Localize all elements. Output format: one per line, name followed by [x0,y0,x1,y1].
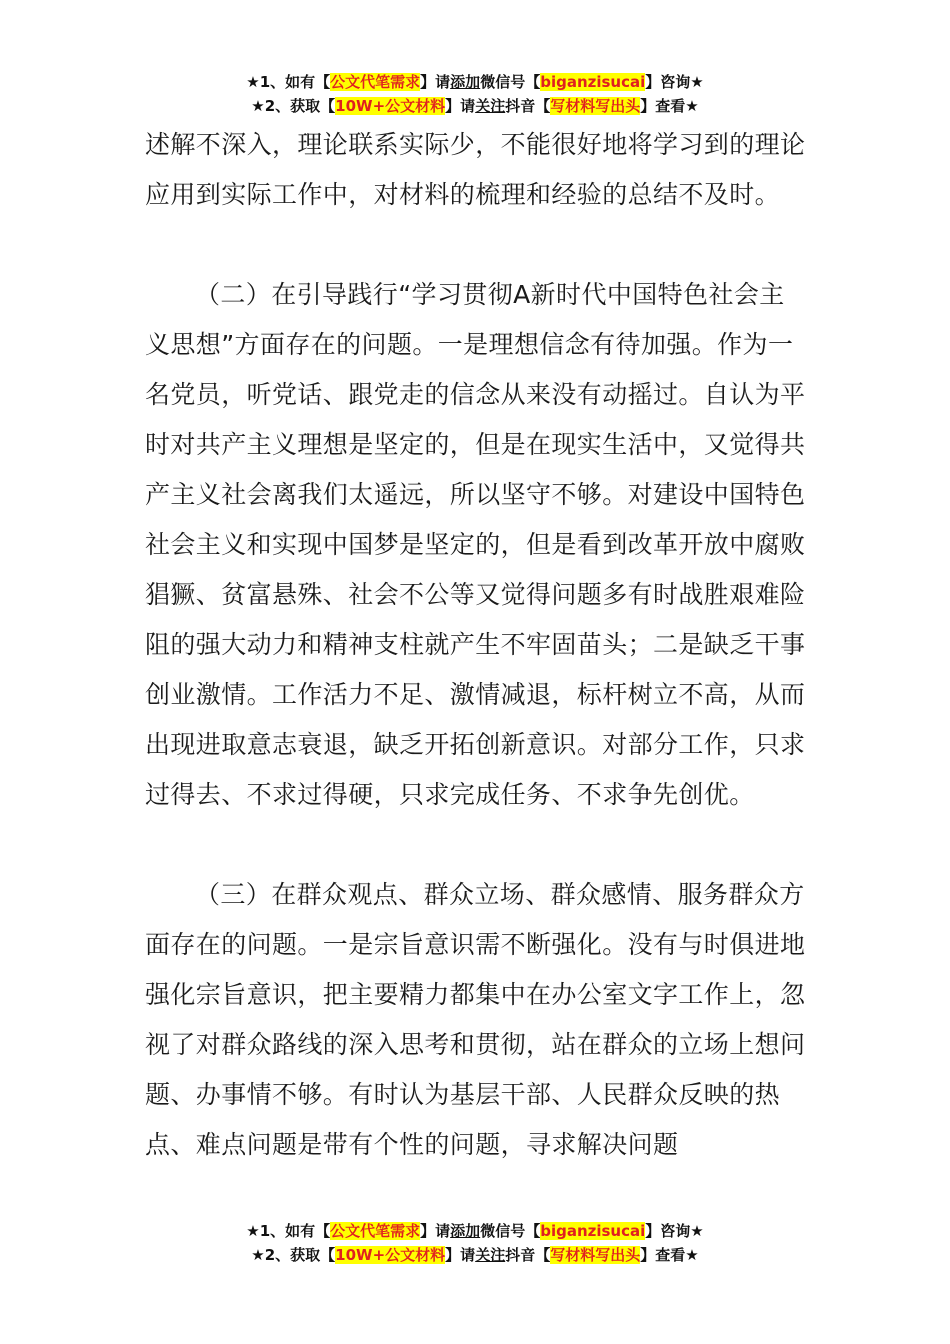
star-icon: ★ [690,1222,704,1240]
star-icon: ★ [690,73,704,91]
footer-banner [0,1219,950,1267]
banner-line-2: ★2、获取【10W+公文材料】请关注抖音【写材料写出头】查看★ [251,1246,699,1264]
highlight-wechat-id: biganzisucai [540,73,646,91]
highlight-douyin: 写材料写出头 [550,97,641,115]
highlight-materials: 10W+公文材料 [335,1246,446,1264]
paragraph-continued: 述解不深入，理论联系实际少，不能很好地将学习到的理论应用到实际工作中，对材料的梳理和经验的总结不及时。 [145,130,806,209]
banner-line-1: ★1、如有【公文代笔需求】请添加微信号【biganzisucai】咨询★ [246,73,704,91]
star-icon: ★ [251,97,265,115]
document-body [145,120,810,1170]
highlight-service: 公文代笔需求 [330,1222,421,1240]
highlight-wechat-id: biganzisucai [540,1222,646,1240]
banner-line-2: ★2、获取【10W+公文材料】请关注抖音【写材料写出头】查看★ [251,97,699,115]
highlight-douyin: 写材料写出头 [550,1246,641,1264]
star-icon: ★ [246,73,260,91]
star-icon: ★ [246,1222,260,1240]
star-icon: ★ [685,97,699,115]
banner-line-1: ★1、如有【公文代笔需求】请添加微信号【biganzisucai】咨询★ [246,1222,704,1240]
highlight-materials: 10W+公文材料 [335,97,446,115]
paragraph-section-3: （三）在群众观点、群众立场、群众感情、服务群众方面存在的问题。一是宗旨意识需不断强化。没有与时俱进地强化宗旨意识，把主要精力都集中在办公室文字工作上，忽视了对群众路线的深入思考和贯彻，站在群众的立场上想问题、办事情不够。有时认为基层干部、人民群众反映的热点、难点问题是带有个性的问题，寻求解决问题 [145,880,806,1159]
star-icon: ★ [685,1246,699,1264]
highlight-service: 公文代笔需求 [330,73,421,91]
header-banner [0,70,950,118]
star-icon: ★ [251,1246,265,1264]
paragraph-section-2: （二）在引导践行“学习贯彻A新时代中国特色社会主义思想”方面存在的问题。一是理想信念有待加强。作为一名党员，听党话、跟党走的信念从来没有动摇过。自认为平时对共产主义理想是坚定的，但是在现实生活中，又觉得共产主义社会离我们太遥远，所以坚守不够。对建设中国特色社会主义和实现中国梦是坚定的，但是看到改革开放中腐败猖獗、贫富悬殊、社会不公等又觉得问题多有时战胜艰难险阻的强大动力和精神支柱就产生不牢固苗头；二是缺乏干事创业激情。工作活力不足、激情减退，标杆树立不高，从而出现进取意志衰退，缺乏开拓创新意识。对部分工作，只求过得去、不求过得硬，只求完成任务、不求争先创优。 [145,280,806,809]
